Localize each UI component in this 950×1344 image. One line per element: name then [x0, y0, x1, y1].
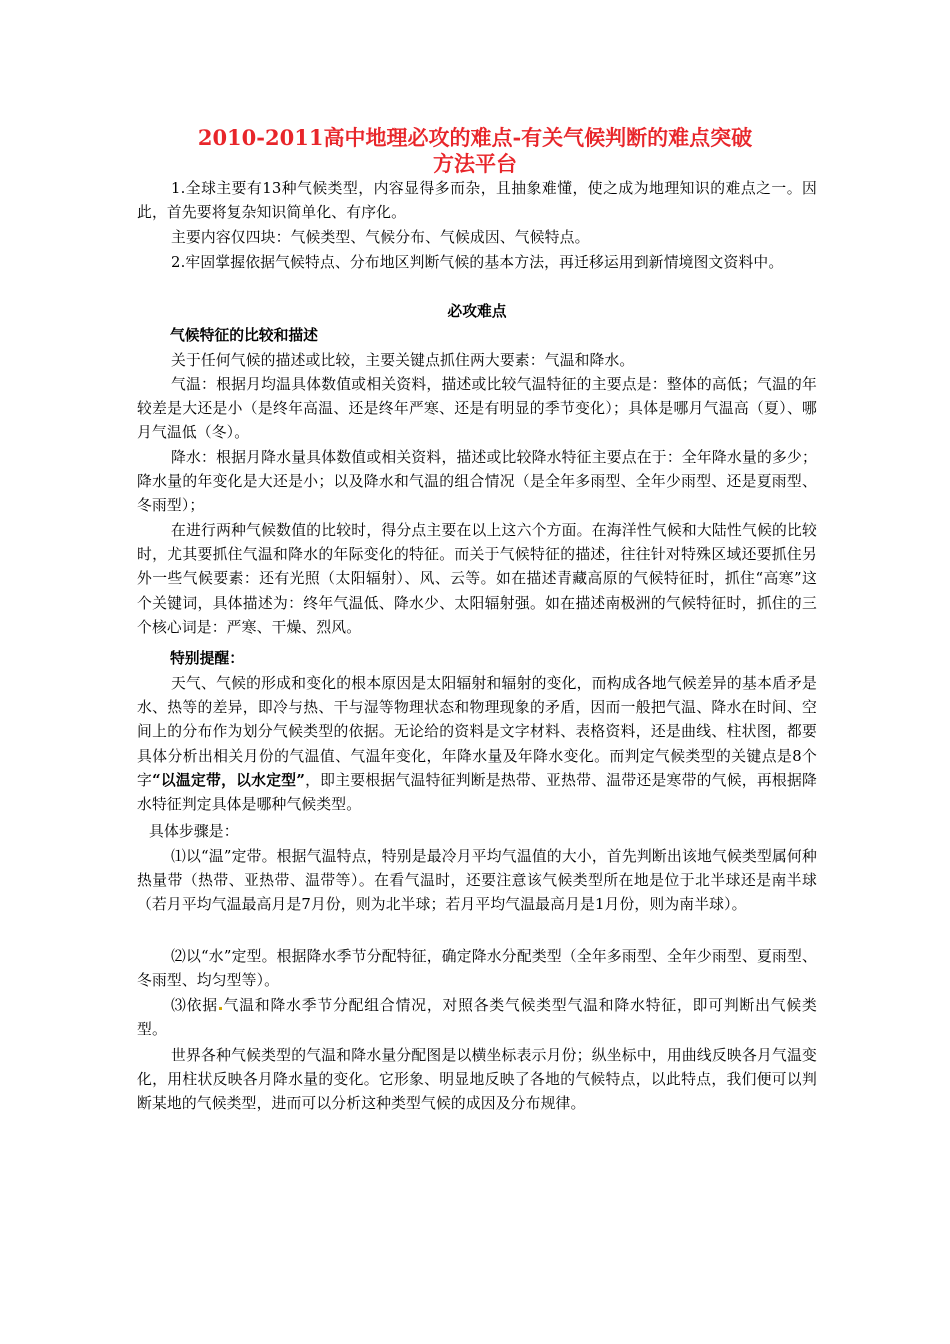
document-title-line1: 2010-2011高中地理必攻的难点-有关气候判断的难点突破: [197, 125, 753, 150]
reminder-heading: 特别提醒：: [170, 650, 244, 667]
step-3-text-before: ⑶依据: [171, 997, 218, 1014]
section-heading: 气候特征的比较和描述: [170, 327, 318, 344]
step-2: ⑵以“水”定型。根据降水季节分配特征，确定降水分配类型（全年多雨型、全年少雨型、夏雨型、冬雨型、均匀型等）。: [137, 948, 817, 990]
reminder-text-after: ，即主要根据气温特征判断是热带、亚热带、温带还是寒带的气候，再根据降水特征判定具体是哪种气候类型。: [137, 771, 817, 814]
step-3-text-after: 气温和降水季节分配组合情况，对照各类气候类型气温和降水特征，即可判断出气候类型。: [137, 997, 817, 1039]
step-1: ⑴以“温”定带。根据气温特点，特别是最冷月平均气温值的大小，首先判断出该地气候类型属何种热量带（热带、亚热带、温带等）。在看气温时，还要注意该气候类型所在地是位于北半球还是南半球（若月平均气温最高月是7月份，则为北半球；若月平均气温最高月是1月份，则为南半球）。: [137, 848, 817, 914]
steps-label: 具体步骤是：: [149, 823, 239, 840]
section-paragraph-temperature: 气温：根据月均温具体数值或相关资料，描述或比较气温特征的主要点是：整体的高低；气温的年较差是大还是小（是终年高温、还是终年严寒、还是有明显的季节变化）；具体是哪月气温高（夏）、哪月气温低（冬）。: [137, 376, 817, 442]
section-title: 必攻难点: [447, 303, 507, 320]
document-title-line2: 方法平台: [433, 151, 517, 176]
yellow-dot-mark: [219, 1007, 222, 1010]
step-3: [137, 994, 817, 1042]
section-paragraph-precipitation: 降水：根据月降水量具体数值或相关资料，描述或比较降水特征主要点在于：全年降水量的多少；降水量的年变化是大还是小；以及降水和气温的组合情况（是全年多雨型、全年少雨型、还是夏雨型、冬雨型）；: [137, 449, 817, 515]
intro-paragraph-3: 2.牢固掌握依据气候特点、分布地区判断气候的基本方法，再迁移运用到新情境图文资料中。: [171, 254, 784, 271]
reminder-text-before: 天气、气候的形成和变化的根本原因是太阳辐射和辐射的变化，而构成各地气候差异的基本盾矛是水、热等的差异，即冷与热、干与湿等物理状态和物理现象的矛盾，因而一般把气温、降水在时间、空间上的分布作为划分气候类型的依据。无论给的资料是文字材料、表格资料，还是曲线、柱状图，都要具体分析出相关月份的气温值、气温年变化，年降水量及年降水变化。而判定气候类型的关键点是8个字: [137, 675, 817, 789]
section-paragraph-1: 关于任何气候的描述或比较，主要关键点抓住两大要素：气温和降水。: [171, 352, 635, 369]
intro-paragraph-1: 1.全球主要有13种气候类型，内容显得多而杂，且抽象难懂，使之成为地理知识的难点之一。因此，首先要将复杂知识简单化、有序化。: [137, 180, 817, 222]
section-paragraph-comparison: 在进行两种气候数值的比较时，得分点主要在以上这六个方面。在海洋性气候和大陆性气候的比较时，尤其要抓住气温和降水的年际变化的特征。而关于气候特征的描述，往往针对特殊区域还要抓住另外一些气候要素：还有光照（太阳辐射）、风、云等。如在描述青藏高原的气候特征时，抓住“高寒”这个关键词，具体描述为：终年气温低、降水少、太阳辐射强。如在描述南极洲的气候特征时，抓住的三个核心词是：严寒、干燥、烈风。: [137, 522, 817, 636]
reminder-key-phrase: “以温定带，以水定型”: [152, 771, 306, 789]
intro-paragraph-2: 主要内容仅四块：气候类型、气候分布、气候成因、气候特点。: [171, 229, 590, 246]
final-paragraph: 世界各种气候类型的气温和降水量分配图是以横坐标表示月份；纵坐标中，用曲线反映各月气温变化，用柱状反映各月降水量的变化。它形象、明显地反映了各地的气候特点，以此特点，我们便可以判断某地的气候类型，进而可以分析这种类型气候的成因及分布规律。: [137, 1047, 817, 1113]
reminder-paragraph: [137, 672, 817, 817]
